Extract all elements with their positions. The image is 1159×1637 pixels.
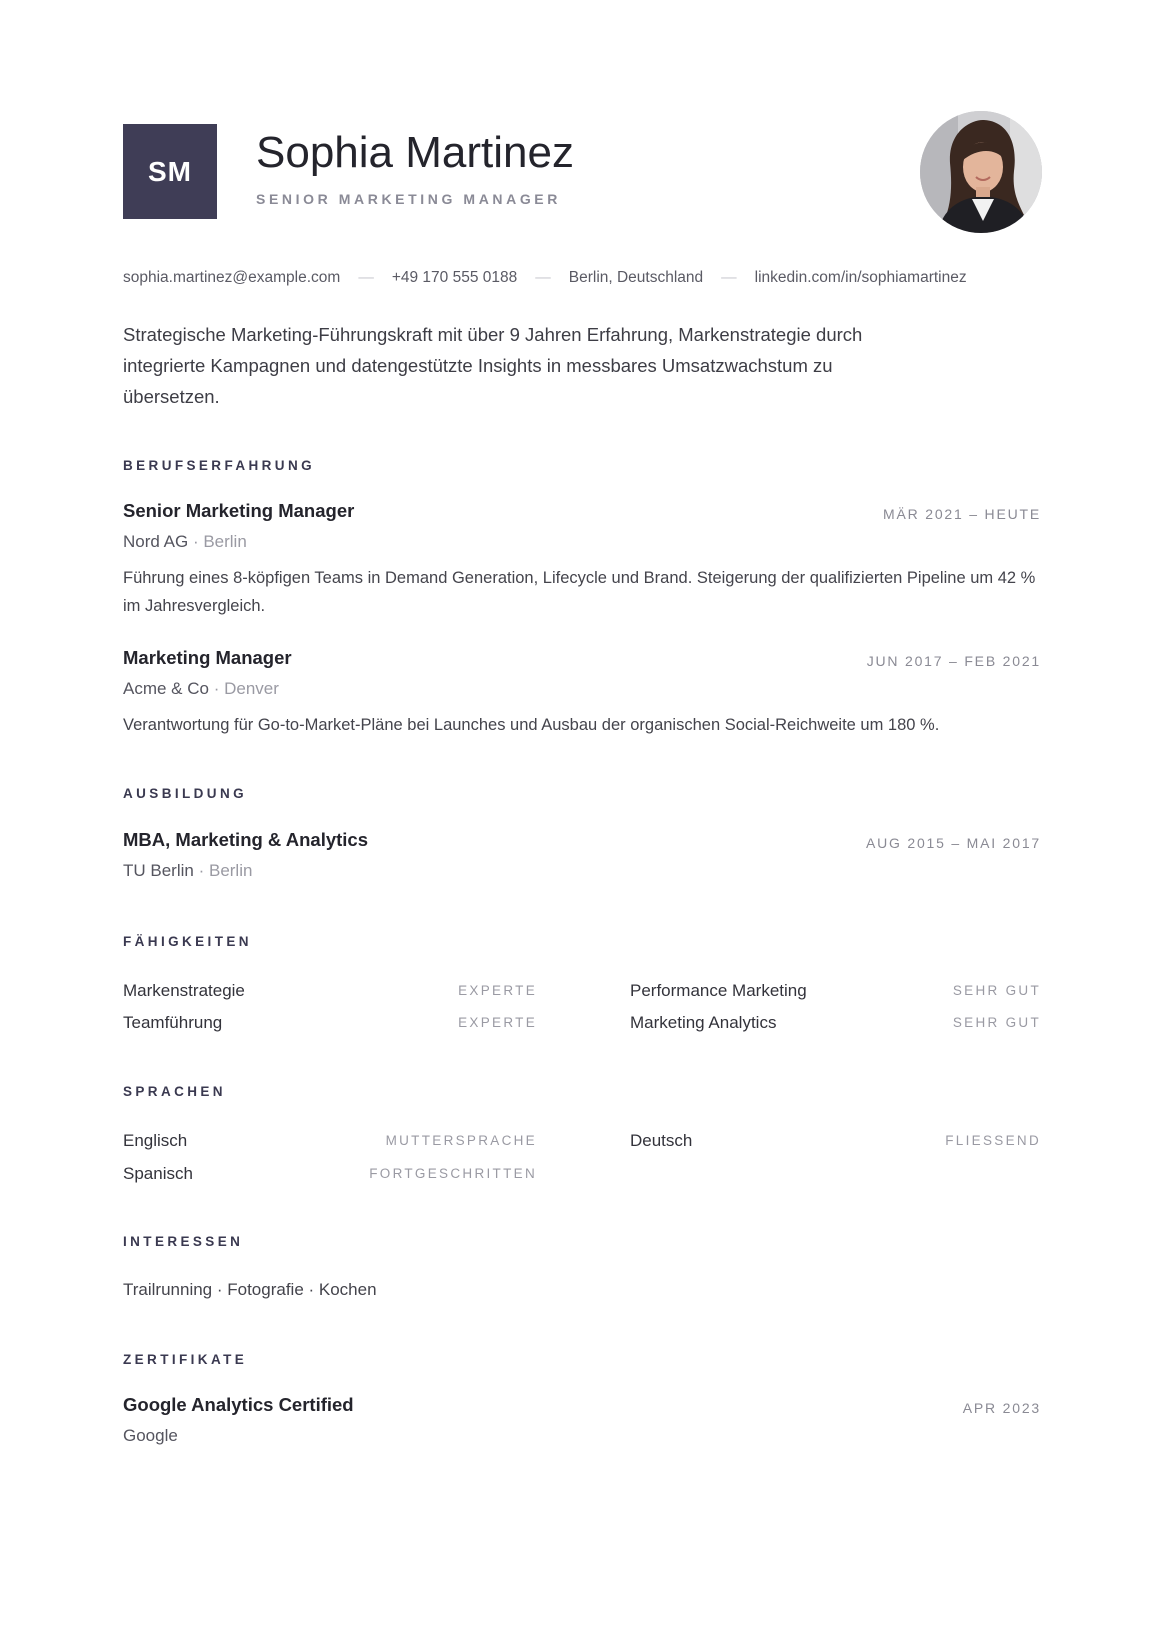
profile-summary: Strategische Marketing-Führungskraft mit über 9 Jahren Erfahrung, Markenstrategie durch integrierte Kampagnen und datengestützte Insights in messbares Umsatzwachstum zu übersetzen. — [123, 324, 863, 407]
section-heading-experience: BERUFSERFAHRUNG — [123, 458, 316, 473]
skill-name: Markenstrategie — [123, 981, 245, 1000]
skill-level: SEHR GUT — [952, 983, 1041, 998]
language-level: FORTGESCHRITTEN — [369, 1166, 537, 1181]
contact-location: Berlin, Deutschland — [568, 269, 704, 286]
company-name: Nord AG — [123, 532, 189, 551]
contact-email[interactable]: sophia.martinez@example.com — [123, 269, 341, 286]
section-heading-languages: SPRACHEN — [123, 1084, 226, 1099]
skill-name: Performance Marketing — [630, 981, 807, 1000]
school-location: · Berlin — [198, 861, 253, 880]
skill-name: Marketing Analytics — [630, 1013, 777, 1032]
profile-photo — [920, 111, 1042, 233]
section-heading-certificates: ZERTIFIKATE — [123, 1352, 248, 1367]
language-name: Englisch — [123, 1131, 188, 1150]
education-date-1: AUG 2015 – MAI 2017 — [865, 835, 1041, 851]
job-company-2 — [123, 679, 279, 699]
job-date-2: JUN 2017 – FEB 2021 — [866, 653, 1041, 669]
language-level: MUTTERSPRACHE — [385, 1133, 537, 1148]
contact-separator: — — [358, 269, 374, 286]
job-description-1: Führung eines 8-köpfigen Teams in Demand Generation, Lifecycle und Brand. Steigerung der qualifizierten Pipeline um 42 % im Jahresvergleich. — [123, 569, 1036, 615]
person-name: Sophia Martinez — [256, 128, 574, 177]
certificate-title-1: Google Analytics Certified — [123, 1394, 354, 1415]
job-title-2: Marketing Manager — [123, 647, 292, 668]
skill-level: EXPERTE — [458, 1015, 537, 1030]
language-name: Deutsch — [630, 1131, 693, 1150]
company-location: · Berlin — [192, 532, 247, 551]
skill-level: SEHR GUT — [952, 1015, 1041, 1030]
language-name: Spanisch — [123, 1164, 193, 1183]
monogram-badge: SM — [123, 124, 217, 219]
company-location: · Denver — [213, 679, 279, 698]
job-company-1 — [123, 532, 247, 552]
section-heading-skills: FÄHIGKEITEN — [123, 934, 252, 949]
section-heading-interests: INTERESSEN — [123, 1234, 244, 1249]
contact-line — [123, 269, 967, 287]
job-date-1: MÄR 2021 – HEUTE — [883, 506, 1041, 522]
skill-level: EXPERTE — [458, 983, 537, 998]
education-title-1: MBA, Marketing & Analytics — [123, 829, 368, 850]
contact-linkedin[interactable]: linkedin.com/in/sophiamartinez — [754, 269, 967, 286]
contact-separator: — — [721, 269, 737, 286]
education-school-1 — [123, 861, 252, 881]
skill-name: Teamführung — [123, 1013, 223, 1032]
company-name: Acme & Co — [123, 679, 209, 698]
contact-phone[interactable]: +49 170 555 0188 — [391, 269, 518, 286]
school-name: TU Berlin — [123, 861, 194, 880]
certificate-date-1: APR 2023 — [962, 1400, 1041, 1416]
language-level: FLIESSEND — [945, 1133, 1041, 1148]
section-heading-education: AUSBILDUNG — [123, 786, 247, 801]
job-description-2: Verantwortung für Go-to-Market-Pläne bei Launches und Ausbau der organischen Social-Reichweite um 180 %. — [123, 716, 940, 734]
contact-separator: — — [535, 269, 551, 286]
interests-list: Trailrunning · Fotografie · Kochen — [123, 1280, 377, 1299]
certificate-issuer-1: Google — [123, 1426, 178, 1445]
profile-photo-illustration — [920, 111, 1042, 233]
job-title-1: Senior Marketing Manager — [123, 500, 355, 521]
job-title: SENIOR MARKETING MANAGER — [256, 191, 561, 207]
